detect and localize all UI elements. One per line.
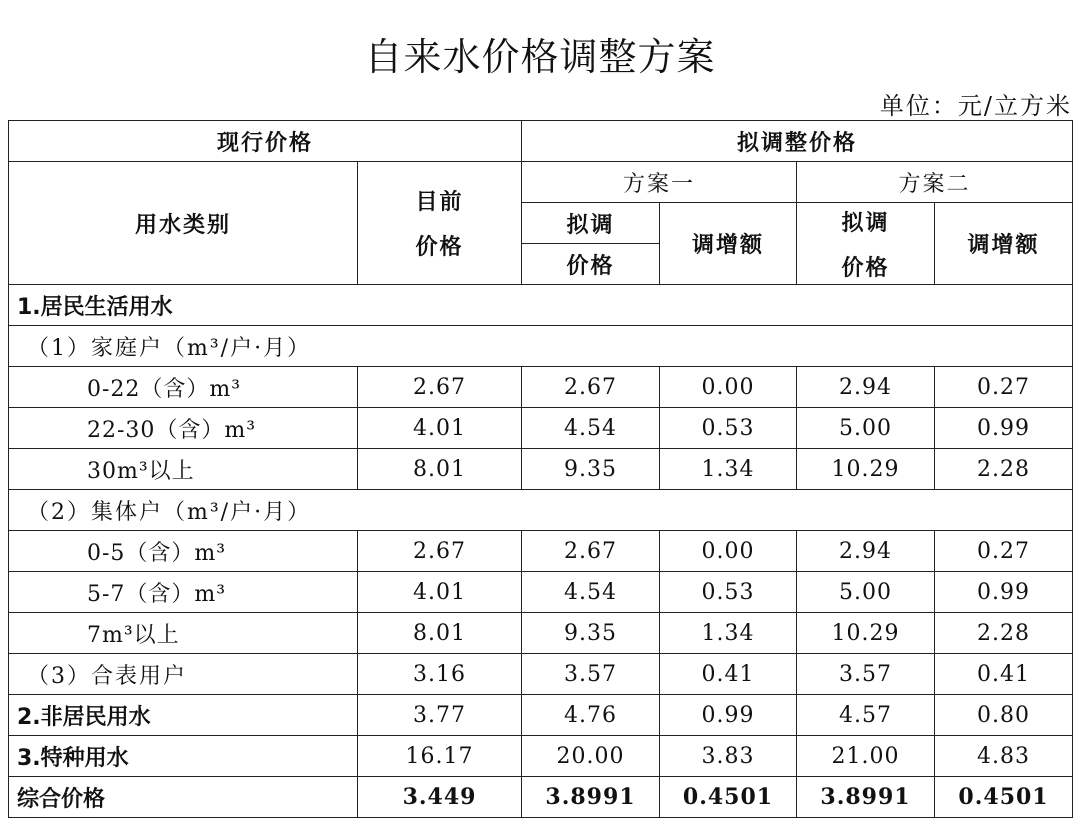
subsection-collective: （2）集体户（m³/户·月） bbox=[9, 490, 1073, 531]
plan1-increase-cell: 0.99 bbox=[660, 695, 797, 736]
plan1-price-cell: 4.54 bbox=[522, 572, 660, 613]
plan2-increase-cell: 0.4501 bbox=[935, 777, 1073, 818]
plan1-increase-cell: 0.41 bbox=[660, 654, 797, 695]
current-price-cell: 4.01 bbox=[358, 572, 522, 613]
table-row-total bbox=[9, 777, 1073, 818]
header-plan1: 方案一 bbox=[522, 162, 797, 203]
header-plan1-increase: 调增额 bbox=[660, 203, 797, 285]
table-row bbox=[9, 531, 1073, 572]
plan1-increase-cell: 0.00 bbox=[660, 531, 797, 572]
current-price-cell: 2.67 bbox=[358, 531, 522, 572]
current-price-cell: 8.01 bbox=[358, 613, 522, 654]
plan2-price-cell: 21.00 bbox=[797, 736, 935, 777]
plan1-price-cell: 4.76 bbox=[522, 695, 660, 736]
plan2-price-cell: 2.94 bbox=[797, 367, 935, 408]
plan2-price-cell: 5.00 bbox=[797, 408, 935, 449]
table-row bbox=[9, 695, 1073, 736]
header-plan2-adj-line1: 拟调 bbox=[841, 210, 890, 236]
row-label: 0-22（含）m³ bbox=[9, 367, 358, 408]
plan2-increase-cell: 0.99 bbox=[935, 408, 1073, 449]
header-current-price: 现行价格 bbox=[9, 121, 522, 162]
plan2-price-cell: 3.57 bbox=[797, 654, 935, 695]
plan2-price-cell: 2.94 bbox=[797, 531, 935, 572]
plan1-price-cell: 3.8991 bbox=[522, 777, 660, 818]
table-row bbox=[9, 572, 1073, 613]
current-price-cell: 3.16 bbox=[358, 654, 522, 695]
current-price-cell: 3.449 bbox=[358, 777, 522, 818]
plan1-increase-cell: 0.00 bbox=[660, 367, 797, 408]
table-row bbox=[9, 408, 1073, 449]
row-label: 0-5（含）m³ bbox=[9, 531, 358, 572]
plan1-price-cell: 3.57 bbox=[522, 654, 660, 695]
current-price-cell: 16.17 bbox=[358, 736, 522, 777]
row-label: 3.特种用水 bbox=[9, 736, 358, 777]
plan2-price-cell: 10.29 bbox=[797, 613, 935, 654]
subsection-household: （1）家庭户（m³/户·月） bbox=[9, 326, 1073, 367]
plan2-price-cell: 10.29 bbox=[797, 449, 935, 490]
current-price-cell: 4.01 bbox=[358, 408, 522, 449]
plan1-price-cell: 4.54 bbox=[522, 408, 660, 449]
table-row bbox=[9, 367, 1073, 408]
plan1-price-cell: 9.35 bbox=[522, 449, 660, 490]
row-label: 2.非居民用水 bbox=[9, 695, 358, 736]
table-row bbox=[9, 449, 1073, 490]
unit-label: 单位：元/立方米 bbox=[879, 92, 1072, 120]
header-plan2-adj-line2: 价格 bbox=[841, 255, 890, 281]
header-water-category: 用水类别 bbox=[9, 162, 358, 285]
row-label: 30m³以上 bbox=[9, 449, 358, 490]
header-plan1-adj-line2: 价格 bbox=[522, 244, 660, 285]
plan2-increase-cell: 4.83 bbox=[935, 736, 1073, 777]
plan1-increase-cell: 3.83 bbox=[660, 736, 797, 777]
section-residential: 1.居民生活用水 bbox=[9, 285, 1073, 326]
plan2-increase-cell: 0.27 bbox=[935, 367, 1073, 408]
header-plan2-adj bbox=[797, 203, 935, 285]
header-current-line1: 目前 bbox=[415, 190, 464, 215]
header-plan1-adj-line1: 拟调 bbox=[522, 203, 660, 244]
plan2-price-cell: 3.8991 bbox=[797, 777, 935, 818]
header-plan2-increase: 调增额 bbox=[935, 203, 1073, 285]
plan1-price-cell: 2.67 bbox=[522, 367, 660, 408]
current-price-cell: 2.67 bbox=[358, 367, 522, 408]
plan1-price-cell: 9.35 bbox=[522, 613, 660, 654]
row-label: 7m³以上 bbox=[9, 613, 358, 654]
price-table bbox=[8, 120, 1073, 818]
header-plan2: 方案二 bbox=[797, 162, 1073, 203]
plan1-price-cell: 2.67 bbox=[522, 531, 660, 572]
plan1-increase-cell: 0.53 bbox=[660, 408, 797, 449]
header-current-line2: 价格 bbox=[415, 235, 464, 260]
current-price-cell: 8.01 bbox=[358, 449, 522, 490]
header-current-col bbox=[358, 162, 522, 285]
plan1-increase-cell: 0.53 bbox=[660, 572, 797, 613]
plan1-increase-cell: 0.4501 bbox=[660, 777, 797, 818]
current-price-cell: 3.77 bbox=[358, 695, 522, 736]
table-row bbox=[9, 613, 1073, 654]
header-proposed-price: 拟调整价格 bbox=[522, 121, 1073, 162]
row-label: 综合价格 bbox=[9, 777, 358, 818]
plan2-increase-cell: 2.28 bbox=[935, 449, 1073, 490]
plan2-price-cell: 5.00 bbox=[797, 572, 935, 613]
plan1-price-cell: 20.00 bbox=[522, 736, 660, 777]
table-row bbox=[9, 736, 1073, 777]
plan2-increase-cell: 0.27 bbox=[935, 531, 1073, 572]
plan2-increase-cell: 2.28 bbox=[935, 613, 1073, 654]
plan1-increase-cell: 1.34 bbox=[660, 613, 797, 654]
plan2-increase-cell: 0.99 bbox=[935, 572, 1073, 613]
plan1-increase-cell: 1.34 bbox=[660, 449, 797, 490]
plan2-increase-cell: 0.41 bbox=[935, 654, 1073, 695]
row-label: 22-30（含）m³ bbox=[9, 408, 358, 449]
plan2-increase-cell: 0.80 bbox=[935, 695, 1073, 736]
row-label: （3）合表用户 bbox=[9, 654, 358, 695]
table-row bbox=[9, 654, 1073, 695]
document-title: 自来水价格调整方案 bbox=[364, 35, 716, 79]
row-label: 5-7（含）m³ bbox=[9, 572, 358, 613]
plan2-price-cell: 4.57 bbox=[797, 695, 935, 736]
